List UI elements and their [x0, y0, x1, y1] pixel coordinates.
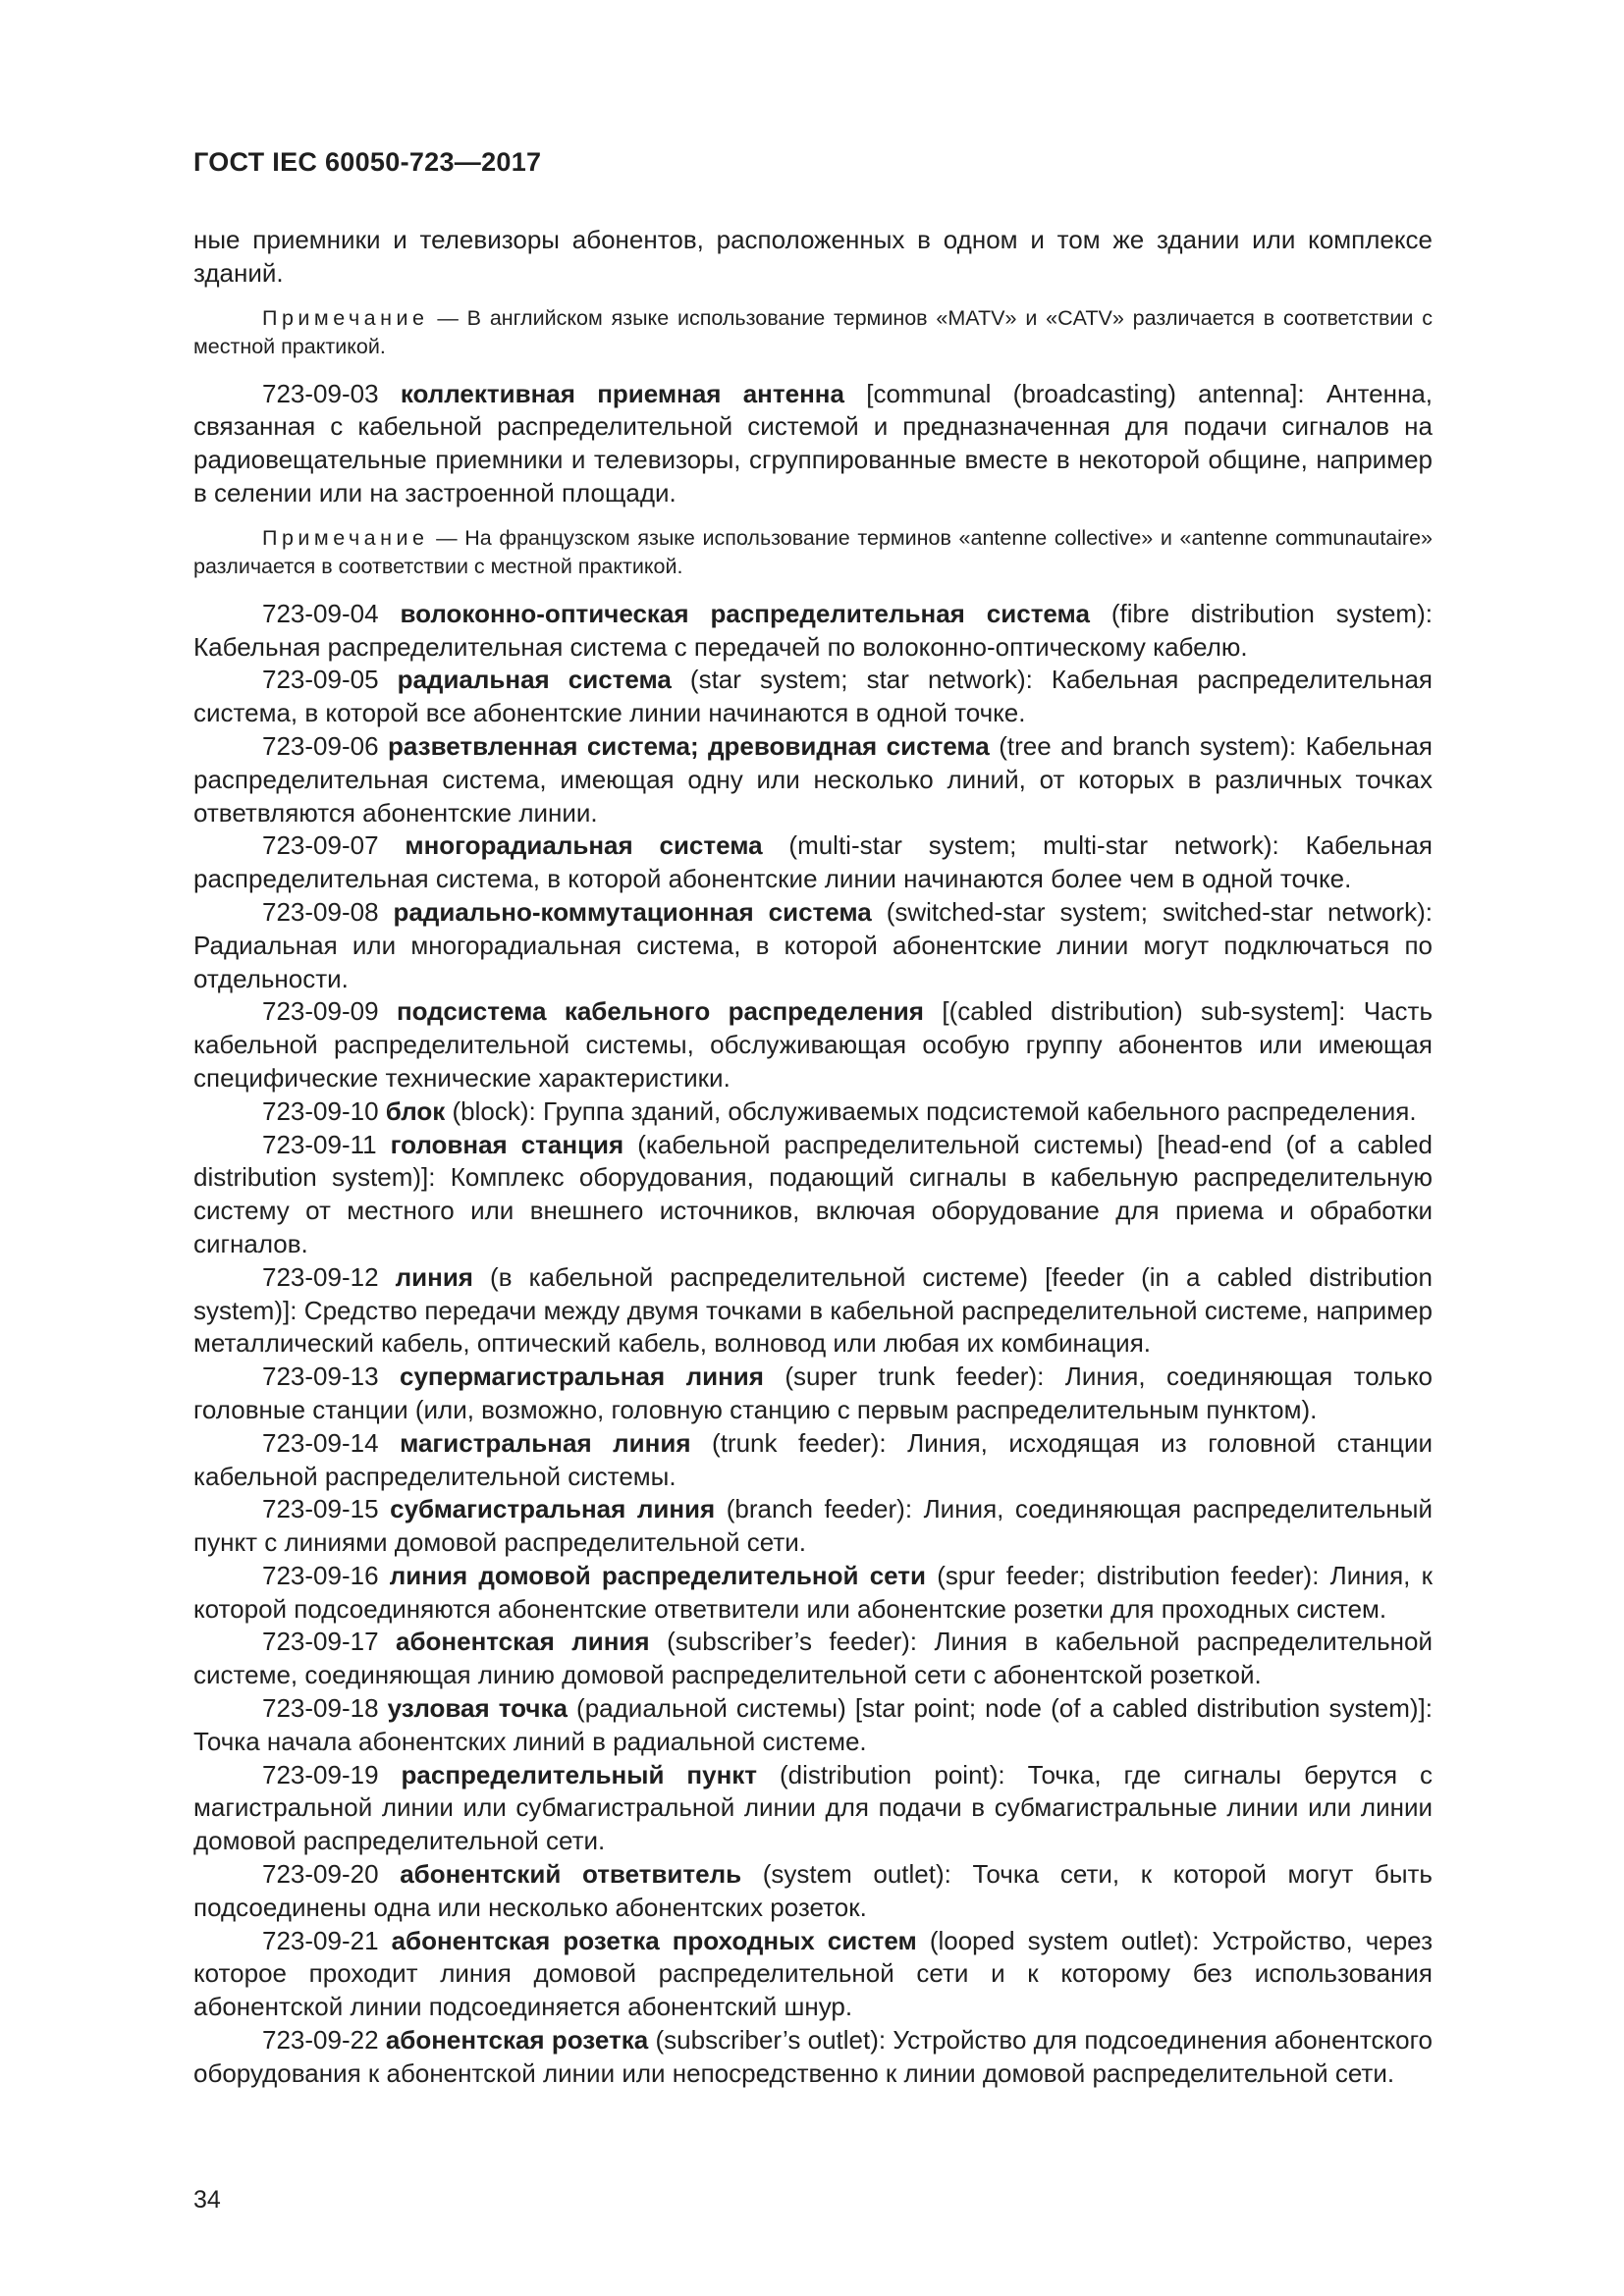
entry-term: супермагистральная линия: [399, 1362, 764, 1392]
term-entry: [193, 1095, 1433, 1129]
entry-term: разветвленная система; древовидная система: [388, 730, 990, 761]
entry-definition: (радиальной системы) [star point; node (of a cabled distribution system)]: Точка начала абонентских линий в радиальной системе.: [193, 1693, 1434, 1756]
entry-definition: (trunk feeder): Линия, исходящая из головной станции кабельной распределительной системы.: [193, 1427, 1433, 1491]
term-entry: [193, 598, 1433, 665]
term-entry: [193, 664, 1433, 730]
entry-number: 723-09-13: [262, 1362, 379, 1392]
note-label: Примечание: [262, 305, 429, 330]
note-label: Примечание: [262, 525, 429, 550]
entry-term: магистральная линия: [400, 1427, 691, 1458]
entry-number: 723-09-12: [262, 1261, 379, 1292]
entry-term: коллективная приемная антенна: [400, 378, 844, 408]
paragraph: ные приемники и телевизоры абонентов, расположенных в одном и том же здании или комплексе зданий.: [193, 225, 1433, 288]
term-entry: [193, 1925, 1433, 2024]
entry-number: 723-09-07: [262, 830, 379, 861]
entry-definition: (branch feeder): Линия, соединяющая распределительный пункт с линиями домовой распределительной сети.: [193, 1494, 1433, 1558]
entry-term: абонентская розетка: [385, 2025, 649, 2056]
term-entry: [193, 378, 1433, 510]
entry-definition: (кабельной распределительной системы) [head-end (of a cabled distribution system)]: Комплекс оборудования, подающий сигналы в кабельную распределительную систему от местного или внешнего источников, включая оборудование для приема и обработки сигналов.: [193, 1129, 1433, 1258]
entry-term: линия: [395, 1261, 473, 1292]
entry-term: волоконно-оптическая распределительная система: [400, 598, 1090, 628]
entry-definition: (spur feeder; distribution feeder): Линия, к которой подсоединяются абонентские ответвители или абонентские розетки для проходных систем.: [193, 1560, 1434, 1624]
entry-number: 723-09-21: [262, 1925, 379, 1955]
term-entry: [193, 829, 1433, 896]
entry-number: 723-09-16: [262, 1560, 379, 1590]
entry-number: 723-09-15: [262, 1494, 379, 1524]
document-body: [193, 224, 1433, 2091]
entry-definition: (super trunk feeder): Линия, соединяющая только головные станции (или, возможно, головную станцию с первым распределительным пунктом).: [193, 1362, 1433, 1424]
note-text: — На французском языке использование терминов «antenne collective» и «antenne communautaire» различается в соответствии с местной практикой.: [193, 525, 1433, 578]
page-number: 34: [193, 2186, 221, 2214]
entry-term: абонентский ответвитель: [400, 1859, 742, 1890]
term-entry: [193, 1427, 1433, 1494]
entry-term: абонентская розетка проходных систем: [391, 1925, 917, 1955]
entry-number: 723-09-11: [262, 1129, 377, 1159]
document-header: ГОСТ IEC 60050-723—2017: [193, 147, 542, 177]
note: [193, 524, 1433, 581]
entry-number: 723-09-03: [262, 378, 379, 408]
term-entry: [193, 1692, 1433, 1759]
entry-term: линия домовой распределительной сети: [389, 1560, 926, 1590]
entry-definition: (system outlet): Точка сети, к которой могут быть подсоединены одна или несколько абонентских розеток.: [193, 1859, 1433, 1922]
entry-term: подсистема кабельного распределения: [396, 996, 924, 1027]
term-entry: [193, 1858, 1433, 1925]
entry-definition: (multi-star system; multi-star network): Кабельная распределительная система, в которой абонентские линии начинаются более чем в одной точке.: [193, 830, 1433, 894]
entry-definition: (subscriber’s feeder): Линия в кабельной распределительной системе, соединяющая линию домовой распределительной сети с абонентской розеткой.: [193, 1627, 1433, 1690]
term-entry: [193, 2024, 1433, 2091]
term-entry: [193, 896, 1433, 995]
entry-definition: (tree and branch system): Кабельная распределительная система, имеющая одну или несколько линий, от которых в различных точках ответвляются абонентские линии.: [193, 730, 1433, 828]
entry-number: 723-09-17: [262, 1627, 379, 1657]
entry-term: узловая точка: [387, 1693, 568, 1724]
entry-number: 723-09-09: [262, 996, 379, 1027]
entry-definition: (subscriber’s outlet): Устройство для подсоединения абонентского оборудования к абонентской линии или непосредственно к линии домовой распределительной сети.: [193, 2025, 1433, 2088]
note-text: — В английском языке использование терминов «MATV» и «CATV» различается в соответствии с местной практикой.: [193, 305, 1433, 358]
entry-number: 723-09-05: [262, 665, 379, 695]
entry-definition: (looped system outlet): Устройство, через которое проходит линия домовой распределительной сети и к которому без использования абонентской линии подсоединяется абонентский шнур.: [193, 1925, 1433, 2022]
entry-term: абонентская линия: [396, 1627, 650, 1657]
term-entry: [193, 1626, 1433, 1692]
entry-number: 723-09-04: [262, 598, 379, 628]
entry-number: 723-09-19: [262, 1759, 379, 1789]
entry-number: 723-09-10: [262, 1095, 379, 1126]
term-entry: [193, 1493, 1433, 1560]
entry-definition: [communal (broadcasting) antenna]: Антенна, связанная с кабельной распределительной системой и предназначенная для подачи сигналов на радиовещательные приемники и телевизоры, сгруппированные вместе в некоторой общине, например в селении или на застроенной площади.: [193, 378, 1433, 507]
entry-number: 723-09-20: [262, 1859, 379, 1890]
term-entry: [193, 730, 1433, 829]
entry-definition: (fibre distribution system): Кабельная распределительная система с передачей по волоконно-оптическому кабелю.: [193, 598, 1433, 662]
entry-definition: [(cabled distribution) sub-system]: Часть кабельной распределительной системы, обслуживающая особую группу абонентов или имеющая специфические технические характеристики.: [193, 996, 1433, 1093]
entry-term: головная станция: [390, 1129, 624, 1159]
entry-term: субмагистральная линия: [390, 1494, 716, 1524]
entry-term: распределительный пункт: [401, 1759, 758, 1789]
entry-term: блок: [385, 1095, 446, 1126]
entry-number: 723-09-08: [262, 896, 379, 927]
entry-number: 723-09-18: [262, 1693, 379, 1724]
entry-number: 723-09-06: [262, 730, 379, 761]
entry-term: многорадиальная система: [405, 830, 763, 861]
entry-definition: (star system; star network): Кабельная распределительная система, в которой все абонентские линии начинаются в одной точке.: [193, 665, 1434, 728]
term-entry: [193, 1129, 1433, 1261]
entry-number: 723-09-14: [262, 1427, 379, 1458]
note: [193, 304, 1433, 361]
term-entry: [193, 1759, 1433, 1858]
entry-term: радиальная система: [397, 665, 672, 695]
entry-definition: (switched-star system; switched-star network): Радиальная или многорадиальная система, в которой абонентские линии могут подключаться по отдельности.: [193, 896, 1433, 993]
entry-term: радиально-коммутационная система: [393, 896, 872, 927]
entry-definition: (в кабельной распределительной системе) [feeder (in a cabled distribution system)]: Средство передачи между двумя точками в кабельной распределительной системе, например металлический кабель, оптический кабель, волновод или любая их комбинация.: [193, 1261, 1433, 1359]
term-entry: [193, 995, 1433, 1095]
term-entry: [193, 1361, 1433, 1427]
term-entry: [193, 1261, 1433, 1361]
entry-number: 723-09-22: [262, 2025, 379, 2056]
term-entry: [193, 1560, 1433, 1627]
entry-definition: (distribution point): Точка, где сигналы берутся с магистральной линии или субмагистральной линии для подачи в субмагистральные линии или линии домовой распределительной сети.: [193, 1759, 1434, 1856]
entry-definition: (block): Группа зданий, обслуживаемых подсистемой кабельного распределения.: [452, 1095, 1417, 1126]
